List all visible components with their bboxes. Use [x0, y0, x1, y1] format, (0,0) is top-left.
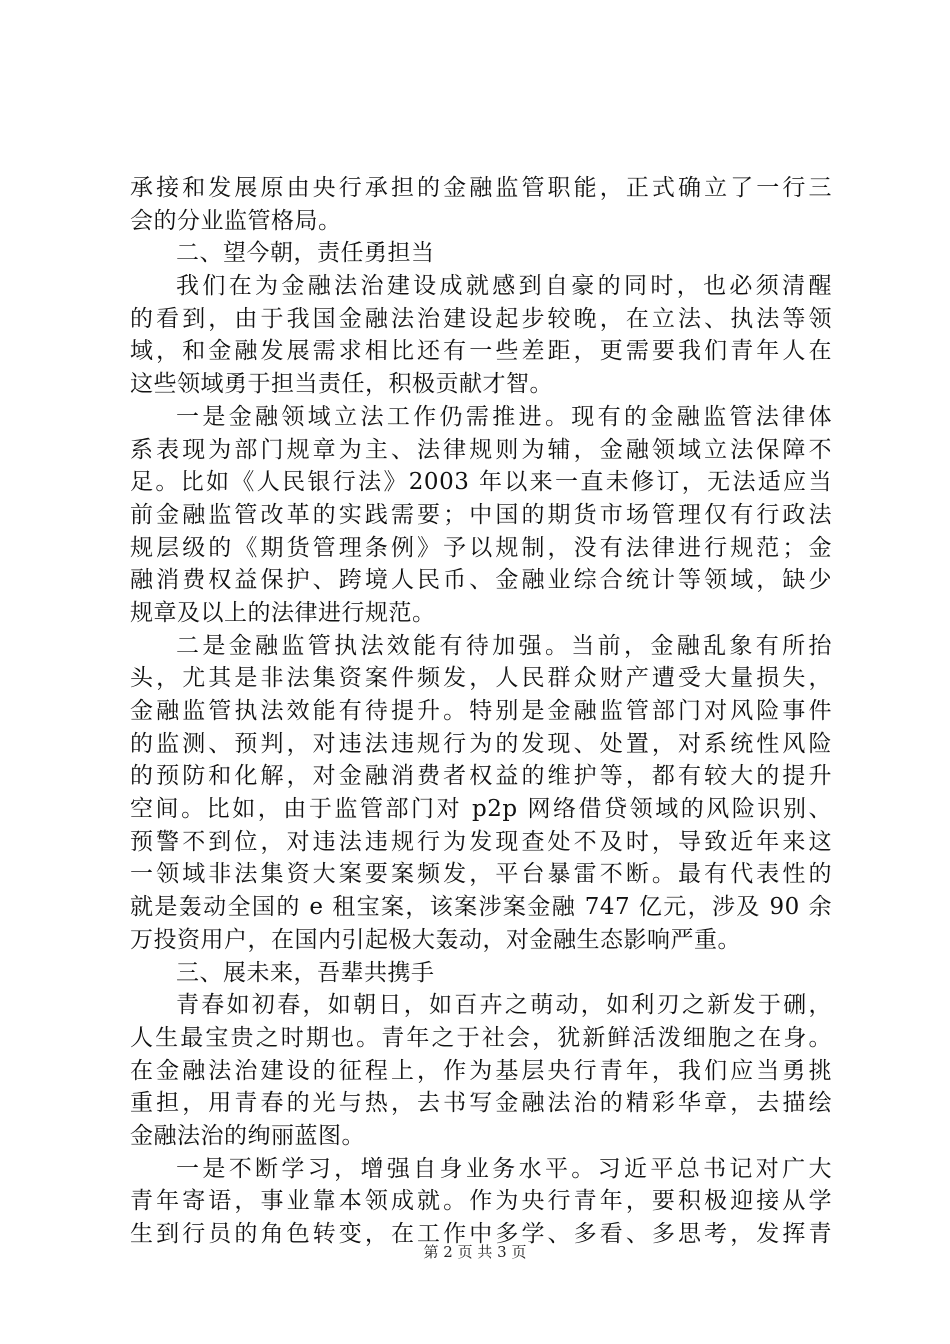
text-line: 域，和金融发展需求相比还有一些差距，更需要我们青年人在: [130, 338, 832, 365]
text-line: 就是轰动全国的 e 租宝案，该案涉案金融 747 亿元，涉及 90 余: [130, 894, 832, 921]
text-line: 一领域非法集资大案要案频发，平台暴雷不断。最有代表性的: [130, 861, 832, 888]
text-line: 的看到，由于我国金融法治建设起步较晚，在立法、执法等领: [130, 305, 832, 332]
document-body: [130, 172, 832, 1251]
text-line: 青春如初春，如朝日，如百卉之萌动，如利刃之新发于硎，: [176, 992, 832, 1019]
text-line: 二、望今朝，责任勇担当: [176, 240, 435, 267]
text-line: 一是不断学习，增强自身业务水平。习近平总书记对广大: [176, 1155, 832, 1182]
text-line: 三、展未来，吾辈共携手: [176, 959, 435, 986]
text-line: 二是金融监管执法效能有待加强。当前，金融乱象有所抬: [176, 632, 832, 659]
text-line: 人生最宝贵之时期也。青年之于社会，犹新鲜活泼细胞之在身。: [130, 1024, 832, 1051]
text-line: 规层级的《期货管理条例》予以规制，没有法律进行规范；金: [130, 534, 832, 561]
text-line: 青年寄语，事业靠本领成就。作为央行青年，要积极迎接从学: [130, 1188, 832, 1215]
page-footer: [0, 1242, 950, 1262]
text-line: 会的分业监管格局。: [130, 207, 342, 234]
text-line: 头，尤其是非法集资案件频发，人民群众财产遭受大量损失，: [130, 665, 832, 692]
text-line: 承接和发展原由央行承担的金融监管职能，正式确立了一行三: [130, 175, 832, 201]
page-number-label: 第 2 页 共 3 页: [423, 1243, 527, 1261]
text-line: 规章及以上的法律进行规范。: [130, 599, 436, 626]
text-line: 我们在为金融法治建设成就感到自豪的同时，也必须清醒: [176, 273, 832, 300]
text-line: 金融监管执法效能有待提升。特别是金融监管部门对风险事件: [130, 698, 832, 724]
text-line: 的监测、预判，对违法违规行为的发现、处置，对系统性风险: [130, 730, 832, 757]
text-line: 生到行员的角色转变，在工作中多学、多看、多思考，发挥青: [130, 1221, 832, 1247]
text-line: 系表现为部门规章为主、法律规则为辅，金融领域立法保障不: [130, 436, 832, 463]
text-line: 足。比如《人民银行法》2003 年以来一直未修订，无法适应当: [130, 469, 832, 496]
text-line: 预警不到位，对违法违规行为发现查处不及时，导致近年来这: [130, 828, 832, 855]
text-line: 这些领域勇于担当责任，积极贡献才智。: [130, 371, 553, 398]
text-line: 在金融法治建设的征程上，作为基层央行青年，我们应当勇挑: [130, 1057, 832, 1084]
text-line: 空间。比如，由于监管部门对 p2p 网络借贷领域的风险识别、: [130, 796, 832, 823]
text-line: 重担，用青春的光与热，去书写金融法治的精彩华章，去描绘: [130, 1090, 832, 1117]
text-line: 的预防和化解，对金融消费者权益的维护等，都有较大的提升: [130, 763, 832, 790]
text-line: 前金融监管改革的实践需要；中国的期货市场管理仅有行政法: [130, 501, 832, 528]
text-line: 万投资用户，在国内引起极大轰动，对金融生态影响严重。: [130, 926, 741, 953]
text-line: 融消费权益保护、跨境人民币、金融业综合统计等领域，缺少: [130, 567, 832, 594]
text-line: 金融法治的绚丽蓝图。: [130, 1122, 365, 1149]
text-line: 一是金融领域立法工作仍需推进。现有的金融监管法律体: [176, 403, 832, 430]
